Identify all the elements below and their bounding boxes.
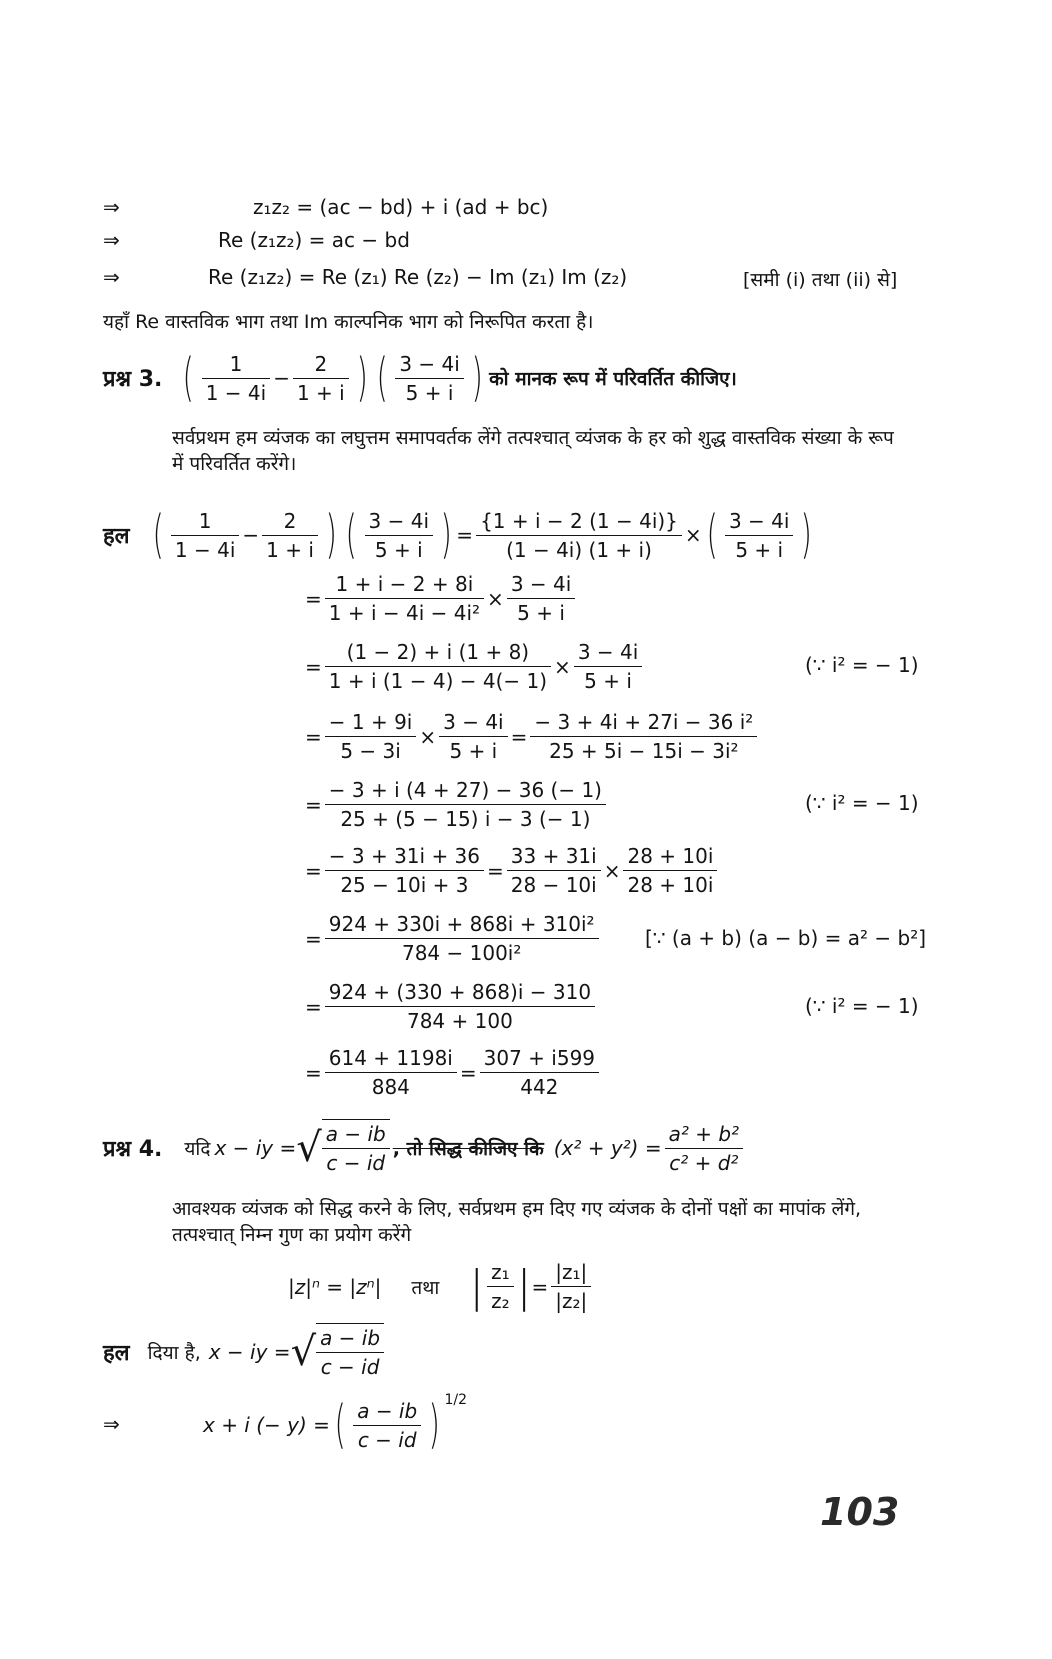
fraction: $\frac{1}{1 - 4i}$ bbox=[202, 350, 270, 407]
solution-line: हल ( $\frac{1}{1 - 4i}$ − $\frac{2}{1 + i}$ ) ( $\frac{3 - 4i}{5 + i}$ ) = $\frac{\{1 + i - 2 (1 - 4i)\}}{(1 - 4i) (1 + i)}$ × ( $\frac{3 - 4i}{5 + i}$ ) bbox=[103, 505, 813, 565]
implies-arrow: ⇒ bbox=[103, 265, 120, 289]
step-note: (∵ i² = − 1) bbox=[805, 791, 919, 815]
solution-label: हल bbox=[103, 524, 130, 549]
solution-4-line: x + i (− y) = ( $\frac{a - ib}{c - id}$ ) 1/2 bbox=[203, 1392, 468, 1455]
question-label: प्रश्न 4. bbox=[103, 1137, 163, 1162]
solution-line: = $\frac{(1 - 2) + i (1 + 8)}{1 + i (1 - 4) - 4(- 1)}$ × $\frac{3 - 4i}{5 + i}$ bbox=[305, 638, 645, 695]
question-text: को मानक रूप में परिवर्तित कीजिए। bbox=[489, 368, 737, 390]
solution-line: = $\frac{1 + i - 2 + 8i}{\text{1 + i − 4i − 4i²}}$ × $\frac{3 - 4i}{5 + i}$ bbox=[305, 570, 578, 627]
page-number: 103 bbox=[820, 1490, 900, 1534]
solution-line: = $\frac{- 3 + i (4 + 27) - 36 (- 1)}{25 + (5 - 15) i - 3 (- 1)}$ bbox=[305, 776, 609, 833]
re-im-note: यहाँ Re वास्तविक भाग तथा Im काल्पनिक भाग को निरूपित करता है। bbox=[103, 311, 594, 333]
solution-4-line: हल दिया है, x − iy = √ $\frac{a - ib}{c - id}$ bbox=[103, 1322, 387, 1382]
step-expression: Re (z₁z₂) = Re (z₁) Re (z₂) − Im (z₁) Im (z₂) bbox=[208, 265, 628, 289]
question-4: प्रश्न 4. यदि x − iy = √ $\frac{a - ib}{c - id}$ , तो सिद्ध कीजिए कि (x² + y²) = $\frac{\text{a² + b²}}{\text{c² + d²}}$ bbox=[103, 1115, 746, 1181]
solution-line: = $\frac{614 + 1198i}{884}$ = $\frac{307 + i599}{442}$ bbox=[305, 1044, 602, 1101]
step-note: [∵ (a + b) (a − b) = a² − b²] bbox=[645, 926, 927, 950]
step-note: (∵ i² = − 1) bbox=[805, 653, 919, 677]
solution-line: = $\frac{- 3 + 31i + 36}{25 - 10i + 3}$ = $\frac{33 + 31i}{28 - 10i}$ × $\frac{28 + 10i}{28 + 10i}$ bbox=[305, 842, 720, 899]
step-expression: z₁z₂ = (ac − bd) + i (ad + bc) bbox=[253, 195, 549, 219]
implies-arrow: ⇒ bbox=[103, 195, 120, 219]
implies-arrow: ⇒ bbox=[103, 1412, 120, 1436]
solution-line: = $\frac{\text{924 + 330i + 868i + 310i²}}{\text{784 − 100i²}}$ bbox=[305, 910, 602, 967]
question-label: प्रश्न 3. bbox=[103, 367, 163, 392]
question-4-hint: आवश्यक व्यंजक को सिद्ध करने के लिए, सर्वप्रथम हम दिए गए व्यंजक के दोनों पक्षों का मापांक लेंगे, तत्पश्चात् निम्न गुण का प्रयोग करेंगे bbox=[172, 1198, 862, 1246]
question-3: प्रश्न 3. ( $\frac{1}{1 - 4i}$ − $\frac{2}{1 + i}$ ) ( $\frac{3 - 4i}{5 + i}$ ) को मानक रूप में परिवर्तित कीजिए। bbox=[103, 348, 737, 408]
modulus-properties: |z|ⁿ = |zⁿ| तथा | $\frac{\text{z₁}}{\text{z₂}}$ | = $\frac{\text{|z₁|}}{\text{|z₂|}}$ bbox=[288, 1258, 594, 1315]
solution-label: हल bbox=[103, 1341, 130, 1366]
solution-line: = $\frac{- 1 + 9i}{5 - 3i}$ × $\frac{3 - 4i}{5 + i}$ = $\frac{\text{− 3 + 4i + 27i − 36 i²}}{\text{25 + 5i − 15i − 3i²}}$ bbox=[305, 708, 760, 765]
equation-reference: [समी (i) तथा (ii) से] bbox=[743, 269, 898, 291]
question-3-hint: सर्वप्रथम हम व्यंजक का लघुत्तम समापवर्तक लेंगे तत्पश्चात् व्यंजक के हर को शुद्ध वास्तविक संख्या के रूप में परिवर्तित करेंगे। bbox=[172, 427, 894, 475]
implies-arrow: ⇒ bbox=[103, 228, 120, 252]
fraction: $\frac{3 - 4i}{5 + i}$ bbox=[395, 350, 463, 407]
step-expression: Re (z₁z₂) = ac − bd bbox=[218, 228, 410, 252]
fraction: $\frac{2}{1 + i}$ bbox=[293, 350, 349, 407]
step-note: (∵ i² = − 1) bbox=[805, 994, 919, 1018]
solution-line: = $\frac{924 + (330 + 868)i - 310}{784 + 100}$ bbox=[305, 978, 598, 1035]
